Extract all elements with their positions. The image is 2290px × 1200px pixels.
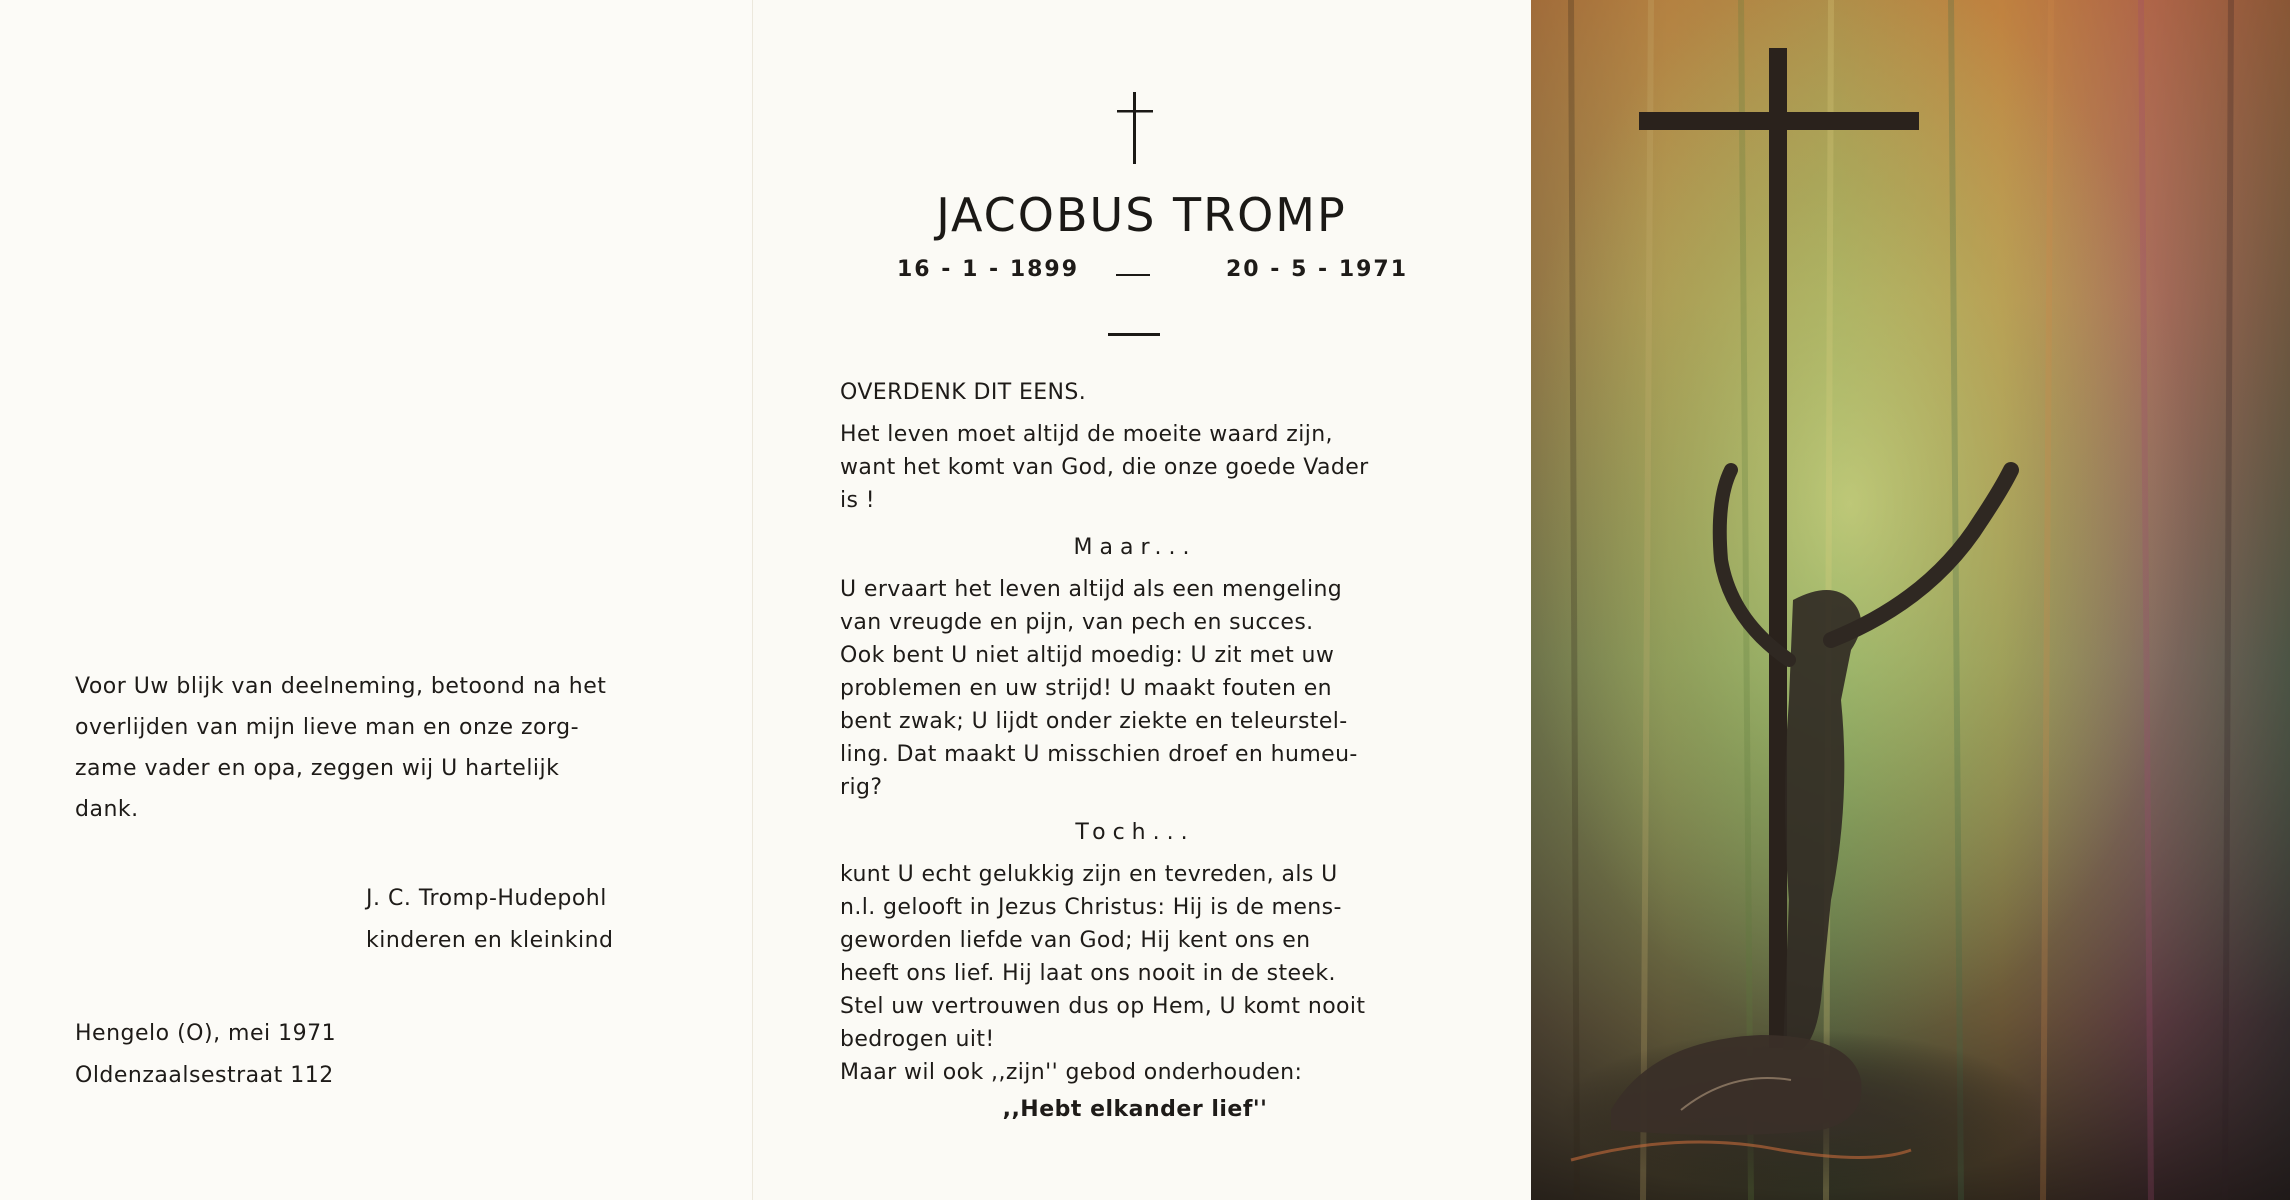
thanks-text bbox=[75, 666, 665, 830]
paragraph-line: problemen en uw strijd! U maakt fouten en bbox=[840, 676, 1333, 701]
paragraph-line: kunt U echt gelukkig zijn en tevreden, als U bbox=[840, 862, 1338, 887]
address-street: Oldenzaalsestraat 112 bbox=[75, 1063, 334, 1088]
paragraph-line: ling. Dat maakt U misschien droef en humeu- bbox=[840, 742, 1358, 767]
toch-heading: Toch... bbox=[1075, 820, 1195, 845]
paragraph-line: is ! bbox=[840, 488, 875, 513]
paragraph-3 bbox=[840, 858, 1430, 1089]
address-place-date: Hengelo (O), mei 1971 bbox=[75, 1021, 337, 1046]
paragraph-line: bent zwak; U lijdt onder ziekte en teleurstel- bbox=[840, 709, 1348, 734]
cross-icon bbox=[1115, 92, 1155, 164]
paragraph-line: geworden liefde van God; Hij kent ons en bbox=[840, 928, 1311, 953]
painting-image bbox=[1531, 0, 2290, 1200]
maar-heading: Maar... bbox=[1073, 535, 1197, 560]
quote: ,,Hebt elkander lief'' bbox=[1002, 1097, 1268, 1122]
date-separator bbox=[1116, 274, 1150, 276]
paragraph-2 bbox=[840, 573, 1430, 804]
address bbox=[75, 1013, 336, 1097]
date-death: 20 - 5 - 1971 bbox=[1226, 257, 1409, 282]
thanks-line: dank. bbox=[75, 797, 139, 822]
paragraph-line: n.l. gelooft in Jezus Christus: Hij is de mens- bbox=[840, 895, 1342, 920]
paragraph-line: rig? bbox=[840, 775, 883, 800]
paragraph-line: bedrogen uit! bbox=[840, 1027, 995, 1052]
signature-family: kinderen en kleinkind bbox=[366, 928, 614, 953]
signature-name: J. C. Tromp-Hudepohl bbox=[366, 886, 607, 911]
paragraph-line: want het komt van God, die onze goede Vader bbox=[840, 455, 1369, 480]
thanks-line: Voor Uw blijk van deelneming, betoond na het bbox=[75, 674, 607, 699]
paragraph-line: Maar wil ook ,,zijn'' gebod onderhouden: bbox=[840, 1060, 1303, 1085]
thanks-line: zame vader en opa, zeggen wij U hartelijk bbox=[75, 756, 560, 781]
paragraph-line: van vreugde en pijn, van pech en succes. bbox=[840, 610, 1314, 635]
date-birth: 16 - 1 - 1899 bbox=[897, 257, 1080, 282]
thanks-line: overlijden van mijn lieve man en onze zorg- bbox=[75, 715, 580, 740]
divider bbox=[1108, 333, 1160, 336]
right-panel bbox=[1531, 0, 2290, 1200]
paragraph-line: Ook bent U niet altijd moedig: U zit met uw bbox=[840, 643, 1335, 668]
paragraph-line: Stel uw vertrouwen dus op Hem, U komt nooit bbox=[840, 994, 1366, 1019]
paragraph-line: Het leven moet altijd de moeite waard zijn, bbox=[840, 422, 1333, 447]
paragraph-1 bbox=[840, 418, 1430, 517]
paragraph-line: U ervaart het leven altijd als een mengeling bbox=[840, 577, 1343, 602]
signature bbox=[366, 878, 614, 962]
paragraph-line: heeft ons lief. Hij laat ons nooit in de steek. bbox=[840, 961, 1336, 986]
heading: OVERDENK DIT EENS. bbox=[840, 380, 1087, 405]
deceased-name: JACOBUS TROMP bbox=[936, 188, 1347, 242]
